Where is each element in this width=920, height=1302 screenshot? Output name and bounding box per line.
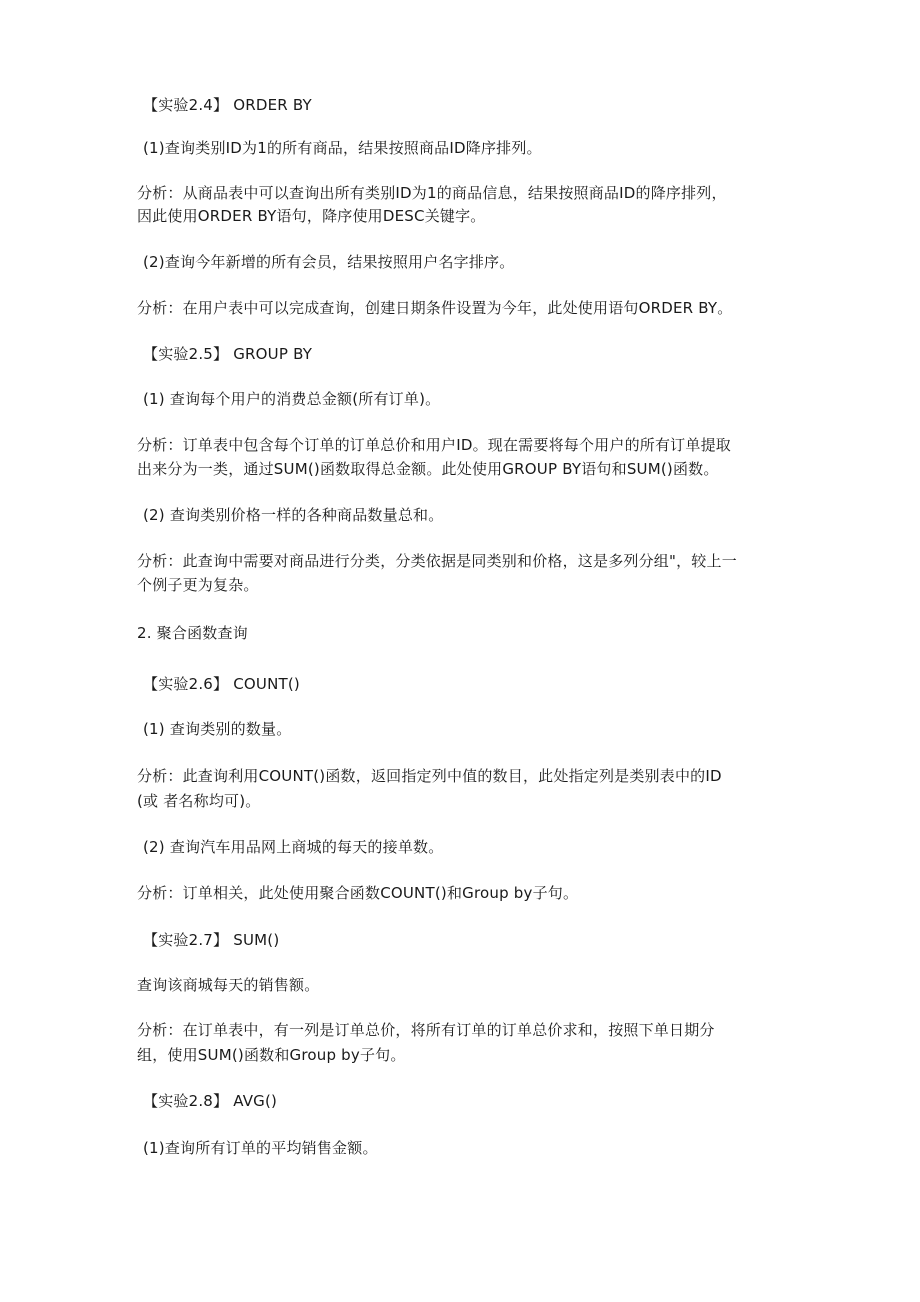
experiment-heading-2-6: 【实验2.6】 COUNT()	[143, 675, 300, 693]
analysis-paragraph-line: 分析：订单相关，此处使用聚合函数COUNT()和Group by子句。	[137, 884, 579, 902]
query-item: (2) 查询汽车用品网上商城的每天的接单数。	[143, 838, 444, 856]
analysis-paragraph-line: 个例子更为复杂。	[137, 576, 259, 594]
experiment-heading-2-7: 【实验2.7】 SUM()	[143, 931, 280, 949]
query-item: (2)查询今年新增的所有会员，结果按照用户名字排序。	[143, 253, 515, 271]
query-item: (1)查询所有订单的平均销售金额。	[143, 1139, 378, 1157]
experiment-heading-2-5: 【实验2.5】 GROUP BY	[143, 345, 313, 363]
analysis-paragraph-line: 分析：此查询中需要对商品进行分类，分类依据是同类别和价格，这是多列分组"，较上一	[137, 552, 737, 570]
query-item: (2) 查询类别价格一样的各种商品数量总和。	[143, 506, 444, 524]
analysis-paragraph-line: (或 者名称均可)。	[137, 792, 261, 810]
analysis-paragraph-line: 组，使用SUM()函数和Group by子句。	[137, 1046, 406, 1064]
query-item: (1)查询类别ID为1的所有商品，结果按照商品ID降序排列。	[143, 139, 542, 157]
experiment-heading-2-4: 【实验2.4】 ORDER BY	[143, 96, 312, 114]
analysis-paragraph-line: 分析：在订单表中，有一列是订单总价，将所有订单的订单总价求和，按照下单日期分	[137, 1021, 715, 1039]
analysis-paragraph-line: 因此使用ORDER BY语句，降序使用DESC关键字。	[137, 207, 486, 225]
experiment-heading-2-8: 【实验2.8】 AVG()	[143, 1092, 278, 1110]
analysis-paragraph-line: 出来分为一类，通过SUM()函数取得总金额。此处使用GROUP BY语句和SUM()函数。	[137, 460, 719, 478]
query-item: (1) 查询类别的数量。	[143, 720, 292, 738]
analysis-paragraph-line: 分析：订单表中包含每个订单的订单总价和用户ID。现在需要将每个用户的所有订单提取	[137, 436, 731, 454]
analysis-paragraph-line: 分析：从商品表中可以查询出所有类别ID为1的商品信息，结果按照商品ID的降序排列，	[137, 184, 727, 202]
section-heading: 2. 聚合函数查询	[137, 624, 248, 642]
analysis-paragraph-line: 分析：此查询利用COUNT()函数，返回指定列中值的数目，此处指定列是类别表中的ID	[137, 767, 722, 785]
analysis-paragraph-line: 分析：在用户表中可以完成查询，创建日期条件设置为今年，此处使用语句ORDER BY。	[137, 299, 733, 317]
query-item: 查询该商城每天的销售额。	[137, 976, 320, 994]
query-item: (1) 查询每个用户的消费总金额(所有订单)。	[143, 390, 441, 408]
